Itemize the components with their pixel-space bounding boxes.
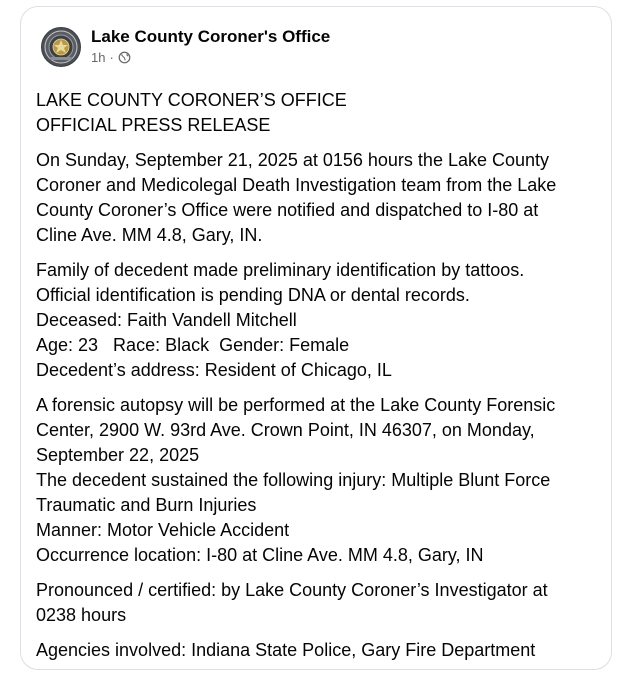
pronounced-paragraph — [36, 578, 606, 628]
text-line: Family of decedent made preliminary identification by tattoos. — [36, 260, 525, 280]
meta-separator: · — [109, 49, 114, 65]
text-line: Age: 23 Race: Black Gender: Female — [36, 335, 350, 355]
text-line: September 22, 2025 — [36, 445, 200, 465]
post-body — [36, 88, 606, 673]
text-line: Manner: Motor Vehicle Accident — [36, 520, 290, 540]
text-line: Coroner and Medicolegal Death Investigation team from the Lake — [36, 175, 557, 195]
post-meta — [91, 50, 330, 66]
post-timestamp[interactable]: 1h — [91, 49, 106, 65]
globe-icon[interactable] — [118, 51, 131, 64]
text-line: Official identification is pending DNA or dental records. — [36, 285, 470, 305]
agencies-paragraph — [36, 638, 606, 663]
text-line: On Sunday, September 21, 2025 at 0156 hours the Lake County — [36, 150, 550, 170]
identification-paragraph — [36, 258, 606, 383]
incident-paragraph — [36, 148, 606, 248]
text-line: Traumatic and Burn Injuries — [36, 495, 257, 515]
text-line: Pronounced / certified: by Lake County Coroner’s Investigator at — [36, 580, 548, 600]
text-line: Decedent’s address: Resident of Chicago, IL — [36, 360, 392, 380]
press-release-heading — [36, 88, 606, 138]
text-line: Occurrence location: I-80 at Cline Ave. MM 4.8, Gary, IN — [36, 545, 484, 565]
text-line: LAKE COUNTY CORONER’S OFFICE — [36, 90, 347, 110]
text-line: Center, 2900 W. 93rd Ave. Crown Point, IN 46307, on Monday, — [36, 420, 535, 440]
post-header — [41, 25, 330, 69]
text-line: Cline Ave. MM 4.8, Gary, IN. — [36, 225, 263, 245]
text-line: 0238 hours — [36, 605, 127, 625]
text-line: Deceased: Faith Vandell Mitchell — [36, 310, 297, 330]
seal-icon — [44, 30, 78, 64]
text-line: Agencies involved: Indiana State Police, Gary Fire Department — [36, 640, 536, 660]
text-line: A forensic autopsy will be performed at the Lake County Forensic — [36, 395, 556, 415]
page-avatar[interactable] — [41, 27, 81, 67]
text-line: The decedent sustained the following injury: Multiple Blunt Force — [36, 470, 551, 490]
page-name-link[interactable]: Lake County Coroner's Office — [91, 26, 331, 46]
text-line: County Coroner’s Office were notified and dispatched to I-80 at — [36, 200, 539, 220]
post-card — [20, 6, 612, 670]
autopsy-paragraph — [36, 393, 606, 568]
text-line: OFFICIAL PRESS RELEASE — [36, 115, 271, 135]
